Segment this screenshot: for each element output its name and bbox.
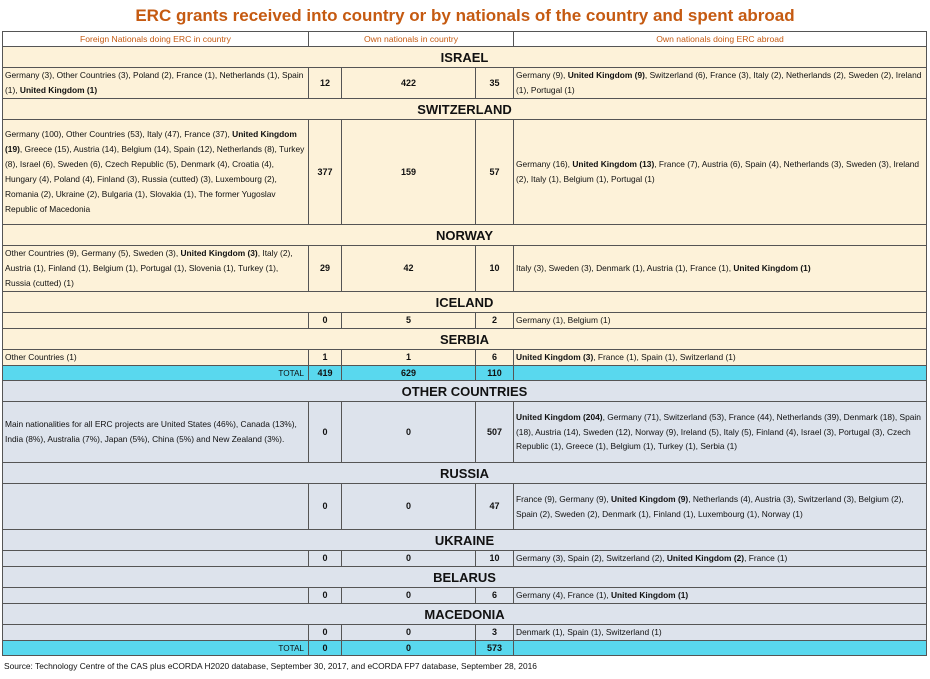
country-header-macedonia: [3, 604, 927, 625]
country-list-text: Germany (1), Belgium (1): [516, 315, 611, 326]
highlighted-country: United Kingdom (1): [733, 263, 811, 274]
own-abroad-count: 47: [476, 484, 514, 530]
country-name: SWITZERLAND: [3, 99, 927, 120]
foreign-nationals-cell: [3, 551, 309, 567]
foreign-nationals-cell: [3, 313, 309, 329]
total-label: TOTAL: [3, 366, 309, 381]
own-in-country-count: 1: [342, 350, 476, 366]
country-list-text: , Greece (15), Austria (14), Belgium (14), Spain (12), Netherlands (8), Turkey (8), Israel (6), Sweden (6), Czech Republic (5), Denmark (4), Croatia (4), Hungary (4), Poland (4), Finland (3), Russia (cutted) (3), Luxembourg (2), Romania (2), Ukraine (2), Bulgaria (1), Slovakia (1), The former Yugoslav Republic of Macedonia: [5, 144, 305, 214]
country-list-text: Germany (4), France (1),: [516, 590, 611, 601]
country-name: MACEDONIA: [3, 604, 927, 625]
own-abroad-count: 10: [476, 551, 514, 567]
foreign-count: 12: [309, 68, 342, 99]
country-list-text: Other Countries (1): [5, 352, 77, 363]
source-note: Source: Technology Centre of the CAS plus eCORDA H2020 database, September 30, 2017, and eCORDA FP7 database, September 28, 2016: [4, 661, 537, 671]
country-list-text: , France (1): [744, 553, 788, 564]
own-abroad-count: 35: [476, 68, 514, 99]
own-abroad-cell: [514, 588, 927, 604]
own-abroad-count: 3: [476, 625, 514, 641]
highlighted-country: United Kingdom (9): [610, 493, 689, 504]
country-header-israel: [3, 47, 927, 68]
own-abroad-cell: [514, 246, 927, 292]
country-header-ukraine: [3, 530, 927, 551]
foreign-count: 0: [309, 625, 342, 641]
foreign-count: 1: [309, 350, 342, 366]
own-abroad-count: 10: [476, 246, 514, 292]
header-foreign-nationals: Foreign Nationals doing ERC in country: [3, 32, 309, 47]
total-own-in: 629: [342, 366, 476, 381]
foreign-nationals-cell: [3, 588, 309, 604]
total-own-abroad: 573: [476, 641, 514, 656]
country-header-norway: [3, 225, 927, 246]
country-list-text: Germany (3), Spain (2), Switzerland (2),: [516, 553, 667, 564]
country-data-row-macedonia: [3, 625, 927, 641]
country-list-text: , France (1), Spain (1), Switzerland (1): [593, 352, 736, 363]
country-list-text: Germany (16),: [516, 159, 573, 170]
total-empty: [514, 641, 927, 656]
country-data-row-norway: [3, 246, 927, 292]
total-row-europe: [3, 366, 927, 381]
country-list-text: , Germany (71), Switzerland (53), France (44), Netherlands (39), Denmark (18), Spain (18), Austria (14), Sweden (12), Norway (9), Ireland (5), Italy (5), Finland (4), Israel (3), Portugal (3), Czech Republic (1), Greece (1), Belgium (1), Turkey (1), Serbia (1): [516, 411, 921, 452]
own-in-country-count: 0: [342, 484, 476, 530]
foreign-count: 0: [309, 551, 342, 567]
own-abroad-count: 57: [476, 120, 514, 225]
foreign-nationals-cell: [3, 350, 309, 366]
country-data-row-russia: [3, 484, 927, 530]
country-name: OTHER COUNTRIES: [3, 381, 927, 402]
country-list-text: Italy (3), Sweden (3), Denmark (1), Austria (1), France (1),: [516, 263, 734, 274]
country-list-text: , Netherlands (4), Austria (3), Switzerland (3), Belgium (2), Spain (2), Sweden (2), Denmark (1), Finland (1), Luxembourg (1), Norway (1): [516, 493, 904, 519]
country-data-row-iceland: [3, 313, 927, 329]
country-data-row-switzerland: [3, 120, 927, 225]
country-header-serbia: [3, 329, 927, 350]
total-empty: [514, 366, 927, 381]
country-name: BELARUS: [3, 567, 927, 588]
country-list-text: Germany (100), Other Countries (53), Italy (47), France (37),: [5, 129, 233, 140]
foreign-count: 0: [309, 402, 342, 463]
country-data-row-other-countries: [3, 402, 927, 463]
own-abroad-cell: [514, 551, 927, 567]
country-data-row-serbia: [3, 350, 927, 366]
country-list-text: France (9), Germany (9),: [516, 493, 611, 504]
foreign-count: 0: [309, 484, 342, 530]
own-in-country-count: 5: [342, 313, 476, 329]
foreign-count: 0: [309, 313, 342, 329]
total-foreign: 419: [309, 366, 342, 381]
country-name: NORWAY: [3, 225, 927, 246]
country-list-text: Other Countries (9), Germany (5), Sweden (3),: [5, 248, 181, 259]
country-list-text: , Switzerland (6), France (3), Italy (2), Netherlands (2), Sweden (2), Ireland (1), Portugal (1): [516, 70, 922, 95]
highlighted-country: United Kingdom (3): [180, 248, 258, 259]
country-list-text: , Italy (2), Austria (1), Finland (1), Belgium (1), Portugal (1), Slovenia (1), Turkey (1), Russia (cutted) (1): [5, 248, 293, 288]
column-header-row: [3, 32, 927, 47]
own-in-country-count: 422: [342, 68, 476, 99]
total-label: TOTAL: [3, 641, 309, 656]
foreign-nationals-cell: [3, 625, 309, 641]
own-abroad-cell: [514, 350, 927, 366]
erc-grants-table: [2, 31, 927, 656]
own-abroad-cell: [514, 313, 927, 329]
own-abroad-count: 6: [476, 350, 514, 366]
foreign-nationals-cell: [3, 484, 309, 530]
foreign-nationals-cell: [3, 120, 309, 225]
foreign-nationals-cell: [3, 246, 309, 292]
country-name: ISRAEL: [3, 47, 927, 68]
header-own-in-country: Own nationals in country: [309, 32, 514, 47]
foreign-count: 377: [309, 120, 342, 225]
own-in-country-count: 0: [342, 402, 476, 463]
highlighted-country: United Kingdom (204): [516, 411, 603, 422]
own-in-country-count: 0: [342, 551, 476, 567]
highlighted-country: United Kingdom (1): [610, 590, 689, 601]
own-in-country-count: 159: [342, 120, 476, 225]
total-own-abroad: 110: [476, 366, 514, 381]
country-header-other-countries: [3, 381, 927, 402]
country-header-belarus: [3, 567, 927, 588]
foreign-count: 29: [309, 246, 342, 292]
country-header-iceland: [3, 292, 927, 313]
own-in-country-count: 42: [342, 246, 476, 292]
highlighted-country: United Kingdom (19): [5, 129, 297, 155]
header-own-abroad: Own nationals doing ERC abroad: [514, 32, 927, 47]
total-row-other: [3, 641, 927, 656]
country-name: RUSSIA: [3, 463, 927, 484]
country-list-text: Denmark (1), Spain (1), Switzerland (1): [516, 627, 662, 638]
page-title: ERC grants received into country or by nationals of the country and spent abroad: [135, 6, 795, 25]
country-list-text: , France (7), Austria (6), Spain (4), Netherlands (3), Sweden (3), Ireland (2), Italy (1), Belgium (1), Portugal (1): [516, 159, 920, 184]
own-abroad-count: 507: [476, 402, 514, 463]
own-abroad-count: 2: [476, 313, 514, 329]
country-list-text: Main nationalities for all ERC projects are United States (46%), Canada (13%), India (8%), Australia (7%), Japan (5%), China (5%) and New Zealand (3%).: [5, 419, 297, 444]
country-name: ICELAND: [3, 292, 927, 313]
highlighted-country: United Kingdom (13): [572, 159, 655, 170]
foreign-nationals-cell: [3, 402, 309, 463]
highlighted-country: United Kingdom (9): [567, 70, 645, 81]
own-in-country-count: 0: [342, 588, 476, 604]
highlighted-country: United Kingdom (1): [19, 85, 98, 95]
country-data-row-israel: [3, 68, 927, 99]
own-abroad-cell: [514, 625, 927, 641]
highlighted-country: United Kingdom (2): [666, 553, 745, 564]
total-foreign: 0: [309, 641, 342, 656]
highlighted-country: United Kingdom (3): [516, 352, 594, 363]
country-name: SERBIA: [3, 329, 927, 350]
own-abroad-cell: [514, 402, 927, 463]
country-header-switzerland: [3, 99, 927, 120]
own-in-country-count: 0: [342, 625, 476, 641]
country-list-text: Germany (3), Other Countries (3), Poland (2), France (1), Netherlands (1), Spain (1),: [5, 70, 304, 95]
country-name: UKRAINE: [3, 530, 927, 551]
foreign-count: 0: [309, 588, 342, 604]
foreign-nationals-cell: [3, 68, 309, 99]
country-header-russia: [3, 463, 927, 484]
own-abroad-cell: [514, 484, 927, 530]
country-data-row-ukraine: [3, 551, 927, 567]
own-abroad-cell: [514, 120, 927, 225]
own-abroad-count: 6: [476, 588, 514, 604]
own-abroad-cell: [514, 68, 927, 99]
total-own-in: 0: [342, 641, 476, 656]
country-list-text: Germany (9),: [516, 70, 568, 81]
country-data-row-belarus: [3, 588, 927, 604]
